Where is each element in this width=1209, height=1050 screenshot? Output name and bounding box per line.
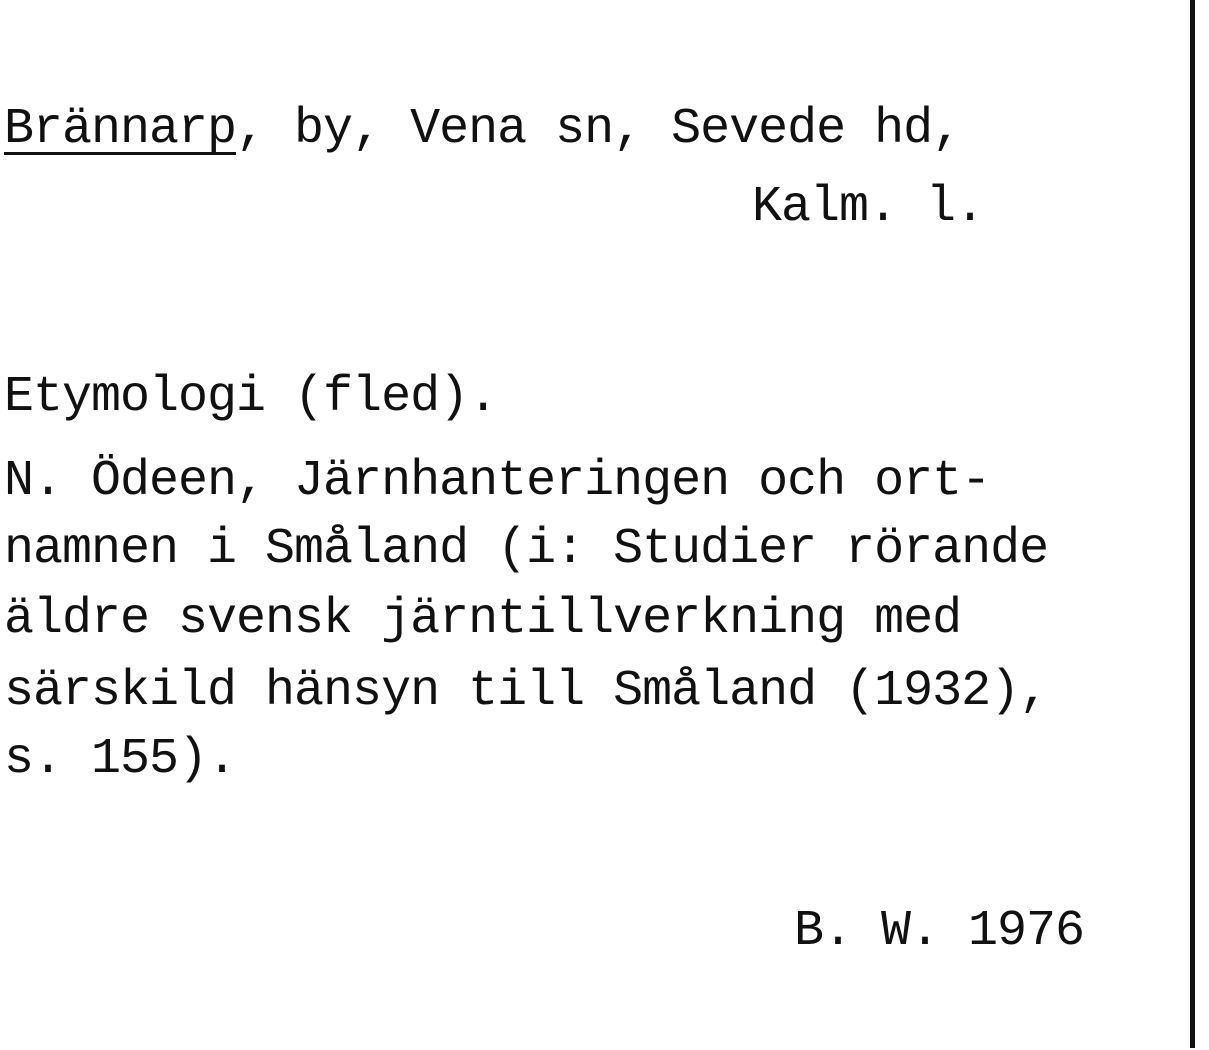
reference-line: namnen i Småland (i: Studier rörande	[4, 521, 1049, 578]
reference-line: s. 155).	[4, 731, 237, 788]
reference-line: N. Ödeen, Järnhanteringen och ort-	[4, 453, 991, 510]
etymology-line: Etymologi (fled).	[4, 369, 498, 426]
place-description: , by, Vena sn, Sevede hd,	[236, 101, 962, 158]
reference-line: äldre svensk järntillverkning med	[4, 591, 962, 648]
author-signature: B. W. 1976	[794, 903, 1085, 960]
card-heading	[4, 100, 961, 160]
reference-line: särskild hänsyn till Småland (1932),	[4, 663, 1049, 720]
card-edge-border	[1190, 0, 1195, 1048]
place-name: Brännarp	[4, 101, 237, 158]
county-label: Kalm. l.	[752, 179, 985, 236]
